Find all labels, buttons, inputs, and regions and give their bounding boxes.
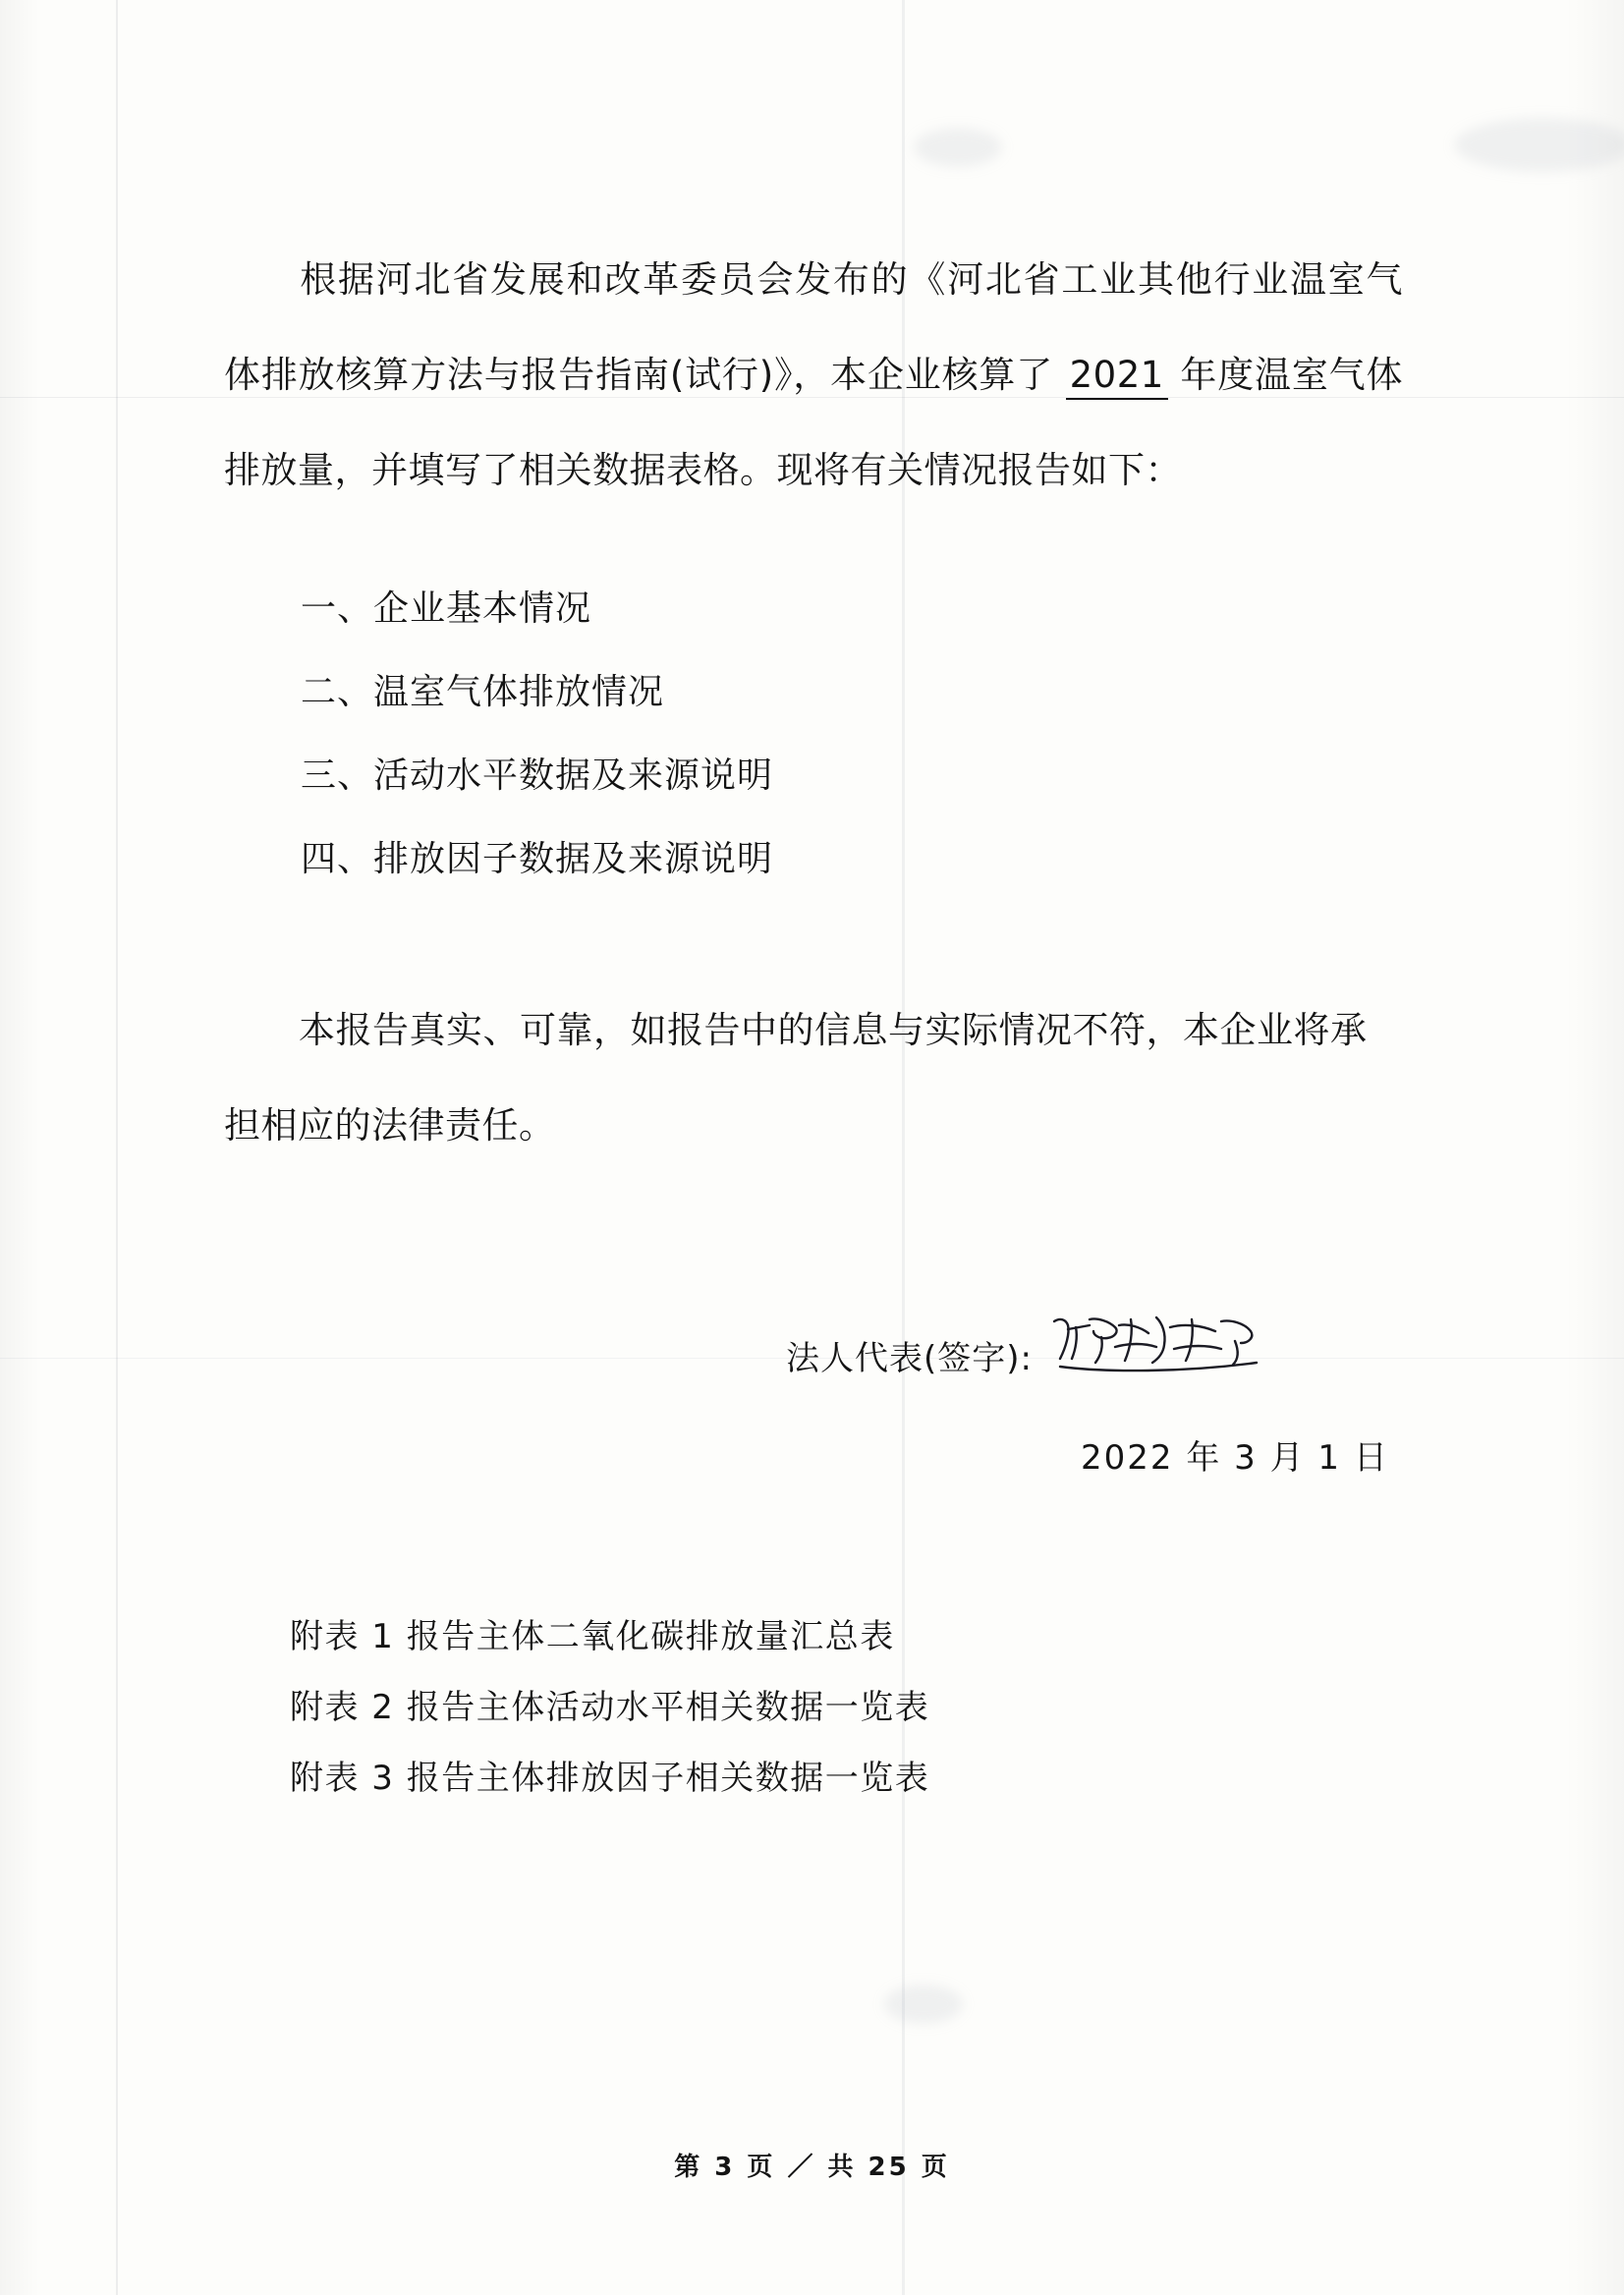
signature-line (786, 1331, 1395, 1379)
handwritten-signature-icon (1046, 1308, 1302, 1376)
truthfulness-statement-text: 本报告真实、可靠，如报告中的信息与实际情况不符，本企业将承担相应的法律责任。 (224, 1009, 1368, 1147)
section-list-item-3: 三、活动水平数据及来源说明 (301, 756, 774, 796)
signature-label: 法人代表(签字): (786, 1339, 1033, 1378)
intro-paragraph-part-a: 根据河北省发展和改革委员会发布的《河北省工业其他行业温室气体排放核算方法与报告指南(试行)》，本企业核算了 (224, 258, 1403, 396)
attachment-item-1: 附表 1 报告主体二氧化碳排放量汇总表 (290, 1617, 895, 1656)
truthfulness-statement (224, 982, 1403, 1173)
section-list-item-1: 一、企业基本情况 (301, 588, 592, 629)
section-list-item-4: 四、排放因子数据及来源说明 (301, 839, 774, 879)
signature-block (786, 1331, 1395, 1479)
attachment-item-3: 附表 3 报告主体排放因子相关数据一览表 (290, 1759, 930, 1798)
reporting-year-value: 2021 (1066, 354, 1168, 400)
signature-date: 2022 年 3 月 1 日 (1081, 1438, 1389, 1478)
section-list (224, 580, 1305, 914)
intro-paragraph-part-b: 年度温室气体排放量，并填写了相关数据表格。现将有关情况报告如下： (224, 354, 1403, 491)
section-list-item-2: 二、温室气体排放情况 (301, 672, 665, 712)
attachment-list (290, 1601, 1272, 1814)
intro-paragraph (224, 232, 1403, 518)
attachment-item-2: 附表 2 报告主体活动水平相关数据一览表 (290, 1688, 930, 1727)
page-footer: 第 3 页 ／ 共 25 页 (674, 2153, 950, 2182)
